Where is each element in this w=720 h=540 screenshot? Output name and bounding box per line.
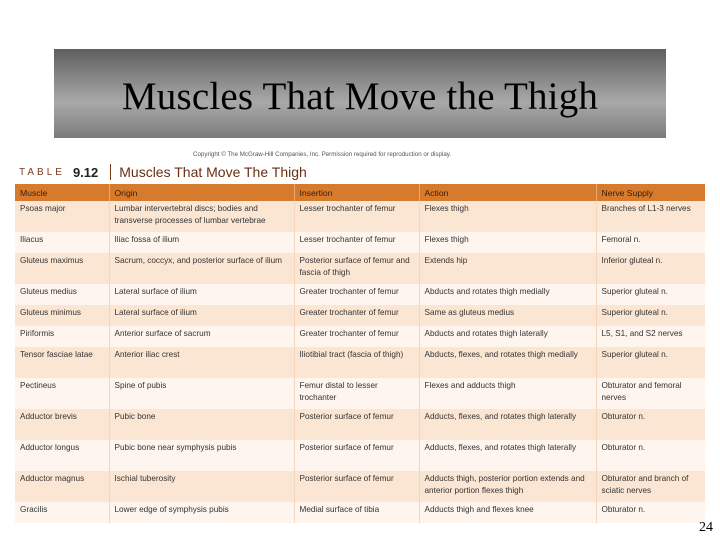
cell-muscle: Iliacus xyxy=(15,232,109,253)
cell-insertion: Iliotibial tract (fascia of thigh) xyxy=(294,347,419,378)
cell-nerve-supply: L5, S1, and S2 nerves xyxy=(596,326,705,347)
cell-muscle: Psoas major xyxy=(15,201,109,232)
cell-insertion: Posterior surface of femur and fascia of thigh xyxy=(294,253,419,284)
cell-nerve-supply: Obturator n. xyxy=(596,409,705,440)
table-title: Muscles That Move The Thigh xyxy=(119,164,307,180)
cell-origin: Lower edge of symphysis pubis xyxy=(109,502,294,523)
cell-muscle: Piriformis xyxy=(15,326,109,347)
cell-action: Flexes thigh xyxy=(419,232,596,253)
cell-insertion: Lesser trochanter of femur xyxy=(294,232,419,253)
cell-insertion: Medial surface of tibia xyxy=(294,502,419,523)
cell-nerve-supply: Superior gluteal n. xyxy=(596,284,705,305)
cell-origin: Anterior iliac crest xyxy=(109,347,294,378)
column-header-muscle: Muscle xyxy=(15,184,109,201)
cell-origin: Pubic bone near symphysis pubis xyxy=(109,440,294,471)
cell-origin: Iliac fossa of ilium xyxy=(109,232,294,253)
table-row xyxy=(15,471,705,502)
table-header-row xyxy=(15,184,705,201)
cell-action: Flexes and adducts thigh xyxy=(419,378,596,409)
column-header-nerve-supply: Nerve Supply xyxy=(596,184,705,201)
cell-nerve-supply: Branches of L1-3 nerves xyxy=(596,201,705,232)
cell-origin: Sacrum, coccyx, and posterior surface of ilium xyxy=(109,253,294,284)
cell-origin: Lateral surface of ilium xyxy=(109,305,294,326)
page-number: 24 xyxy=(699,520,713,535)
cell-muscle: Gluteus minimus xyxy=(15,305,109,326)
table-row xyxy=(15,326,705,347)
table-row xyxy=(15,378,705,409)
title-banner xyxy=(54,49,666,138)
cell-insertion: Posterior surface of femur xyxy=(294,409,419,440)
cell-nerve-supply: Obturator and femoral nerves xyxy=(596,378,705,409)
copyright-notice: Copyright © The McGraw-Hill Companies, Inc. Permission required for reproduction or display. xyxy=(193,151,452,158)
table-row xyxy=(15,201,705,232)
cell-insertion: Greater trochanter of femur xyxy=(294,305,419,326)
cell-action: Adducts, flexes, and rotates thigh laterally xyxy=(419,409,596,440)
table-caption xyxy=(15,160,705,184)
cell-insertion: Greater trochanter of femur xyxy=(294,326,419,347)
cell-insertion: Greater trochanter of femur xyxy=(294,284,419,305)
cell-muscle: Adductor longus xyxy=(15,440,109,471)
table-label: TABLE xyxy=(19,166,65,178)
table-row xyxy=(15,502,705,523)
column-header-action: Action xyxy=(419,184,596,201)
cell-nerve-supply: Inferior gluteal n. xyxy=(596,253,705,284)
column-header-origin: Origin xyxy=(109,184,294,201)
cell-nerve-supply: Superior gluteal n. xyxy=(596,305,705,326)
cell-action: Abducts and rotates thigh laterally xyxy=(419,326,596,347)
table-row xyxy=(15,232,705,253)
cell-nerve-supply: Obturator n. xyxy=(596,502,705,523)
cell-action: Extends hip xyxy=(419,253,596,284)
cell-action: Adducts thigh and flexes knee xyxy=(419,502,596,523)
table-row xyxy=(15,305,705,326)
cell-insertion: Posterior surface of femur xyxy=(294,471,419,502)
table-row xyxy=(15,284,705,305)
table-row xyxy=(15,409,705,440)
table-row xyxy=(15,253,705,284)
cell-insertion: Posterior surface of femur xyxy=(294,440,419,471)
cell-origin: Spine of pubis xyxy=(109,378,294,409)
cell-muscle: Tensor fasciae latae xyxy=(15,347,109,378)
cell-action: Same as gluteus medius xyxy=(419,305,596,326)
cell-nerve-supply: Femoral n. xyxy=(596,232,705,253)
cell-muscle: Adductor magnus xyxy=(15,471,109,502)
cell-muscle: Gluteus maximus xyxy=(15,253,109,284)
cell-action: Abducts and rotates thigh medially xyxy=(419,284,596,305)
cell-origin: Lumbar intervertebral discs; bodies and transverse processes of lumbar vertebrae xyxy=(109,201,294,232)
column-header-insertion: Insertion xyxy=(294,184,419,201)
cell-insertion: Lesser trochanter of femur xyxy=(294,201,419,232)
cell-action: Adducts, flexes, and rotates thigh laterally xyxy=(419,440,596,471)
slide-title: Muscles That Move the Thigh xyxy=(121,75,599,118)
cell-muscle: Gracilis xyxy=(15,502,109,523)
cell-origin: Lateral surface of ilium xyxy=(109,284,294,305)
cell-origin: Pubic bone xyxy=(109,409,294,440)
caption-divider xyxy=(110,164,111,180)
table-number: 9.12 xyxy=(72,164,99,180)
cell-insertion: Femur distal to lesser trochanter xyxy=(294,378,419,409)
cell-muscle: Gluteus medius xyxy=(15,284,109,305)
cell-action: Adducts thigh, posterior portion extends and anterior portion flexes thigh xyxy=(419,471,596,502)
cell-nerve-supply: Obturator and branch of sciatic nerves xyxy=(596,471,705,502)
cell-origin: Anterior surface of sacrum xyxy=(109,326,294,347)
cell-origin: Ischial tuberosity xyxy=(109,471,294,502)
muscle-table xyxy=(15,184,705,523)
cell-nerve-supply: Superior gluteal n. xyxy=(596,347,705,378)
cell-nerve-supply: Obturator n. xyxy=(596,440,705,471)
cell-muscle: Pectineus xyxy=(15,378,109,409)
cell-muscle: Adductor brevis xyxy=(15,409,109,440)
table-row xyxy=(15,440,705,471)
table-row xyxy=(15,347,705,378)
table-body xyxy=(15,201,705,523)
cell-action: Abducts, flexes, and rotates thigh medially xyxy=(419,347,596,378)
cell-action: Flexes thigh xyxy=(419,201,596,232)
